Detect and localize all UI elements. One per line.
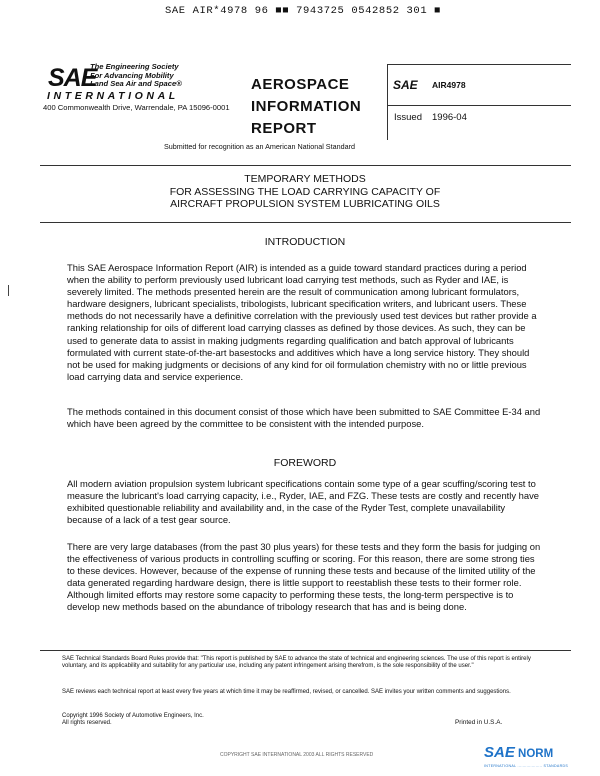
title-rule-top: [40, 165, 571, 166]
header-vertical-rule: [387, 64, 388, 140]
international-wordmark: INTERNATIONAL: [47, 90, 179, 102]
watermark-norm: NORM: [518, 748, 554, 760]
board-rules-text: SAE Technical Standards Board Rules provide that: "This report is published by SAE to advance the state of technical and engineering sciences. The use of this report is entirely voluntary, and its applicability and suitability for any particular use, including any patent infringement arising therefrom, is the sole responsibility of the user.": [62, 656, 531, 670]
issued-date: 1996-04: [432, 112, 467, 123]
introduction-heading: INTRODUCTION: [264, 236, 346, 248]
report-type-title: [251, 74, 361, 140]
logo-tagline-line: For Advancing Mobility: [90, 70, 174, 80]
logo-tagline-line: Land Sea Air and Space®: [90, 79, 182, 89]
watermark-subtitle: INTERNATIONAL ................... STANDARDS: [484, 764, 569, 768]
society-address: 400 Commonwealth Drive, Warrendale, PA 15096-0001: [43, 103, 230, 112]
foreword-heading: FOREWORD: [273, 457, 337, 469]
report-type-line: AEROSPACE: [251, 76, 350, 93]
watermark-sae: SAE: [484, 744, 515, 761]
sae-logo: SAE: [48, 64, 97, 92]
foreword-paragraph: All modern aviation propulsion system lubricant specifications contain some type of a gear scuffing/scoring test to measure the lubricant's load carrying capacity, i.e., Ryder, IAE, and FZG. These tests are costly and recently have exhibited questionable reliability and availability and, in the case of the Ryder Test, complete unavailability because of a lack of a test gear source.: [67, 478, 539, 526]
logo-tagline: [90, 63, 182, 89]
header-rule: [388, 64, 571, 65]
sae-small-logo: SAE: [393, 78, 418, 92]
document-title-line: FOR ASSESSING THE LOAD CARRYING CAPACITY OF: [169, 185, 441, 198]
issued-label: Issued: [394, 112, 422, 123]
document-number: AIR4978: [432, 80, 466, 90]
printed-location: Printed in U.S.A.: [455, 719, 503, 726]
sae-norm-watermark: [484, 744, 553, 761]
document-title: [40, 173, 570, 211]
document-code-line: SAE AIR*4978 96 ■■ 7943725 0542852 301 ■: [165, 5, 442, 17]
title-rule-bottom: [40, 222, 571, 223]
document-title-line: TEMPORARY METHODS: [244, 173, 366, 185]
review-text: SAE reviews each technical report at least every five years at which time it may be reaffirmed, revised, or cancelled. SAE invites your written comments and suggestions.: [62, 689, 511, 695]
header-rule: [388, 105, 571, 106]
bottom-copyright-notice: COPYRIGHT SAE INTERNATIONAL 2003 ALL RIGHTS RESERVED: [220, 752, 374, 758]
footer-rule: [40, 650, 571, 651]
copyright-text: Copyright 1996 Society of Automotive Engineers, Inc.: [62, 713, 204, 719]
introduction-paragraph: The methods contained in this document consist of those which have been submitted to SAE Committee E-34 and which have been agreed by the committee to be consistent with the intended purpose.: [67, 406, 541, 430]
introduction-paragraph: This SAE Aerospace Information Report (AIR) is intended as a guide toward standard practices during a period when the ability to perform previously used lubricant load carrying test methods, such as Ryder and IAE, is severely limited. The methods presented herein are the result of communication among lubricant formulators, hardware designers, lubricant specialists, tribologists, lubricant specification writers, and lubricant users. These methods do not necessarily have a definitive correlation with the previously used test devices but rather provide a ranking relationship for oils of different load carrying classes as defined by those devices. As such, they can be used to generate data to assist in making judgments regarding qualification and batch approval of lubricants formulated with current state-of-the-art basestocks and additives which have a long service history. They should not be used for making judgments or decisions of any kind for oil formulation chemistry with no or little previous load carrying data and service experience.: [67, 262, 537, 382]
submitted-note: Submitted for recognition as an American National Standard: [164, 142, 355, 151]
logo-tagline-line: The Engineering Society: [90, 62, 179, 71]
margin-mark: [8, 285, 9, 296]
rights-text: All rights reserved.: [62, 720, 112, 726]
report-type-line: INFORMATION: [251, 98, 362, 115]
foreword-paragraph: There are very large databases (from the past 30 plus years) for these tests and they form the basis for judging on the effectiveness of various products in controlling scuffing or scoring. For this reason, there are some strong ties to these devices. However, because of the expense of running these tests and because of the limited utility of the data generated regarding hardware design, there is little support to reestablish these tests to their former role. Although limited efforts may restore some capacity to performing these tests, the long-term perspective is to develop new methods based on the abundance of tribology research that has and is being done.: [67, 541, 541, 613]
report-type-line: REPORT: [251, 120, 317, 137]
document-title-line: AIRCRAFT PROPULSION SYSTEM LUBRICATING OILS: [170, 198, 440, 210]
